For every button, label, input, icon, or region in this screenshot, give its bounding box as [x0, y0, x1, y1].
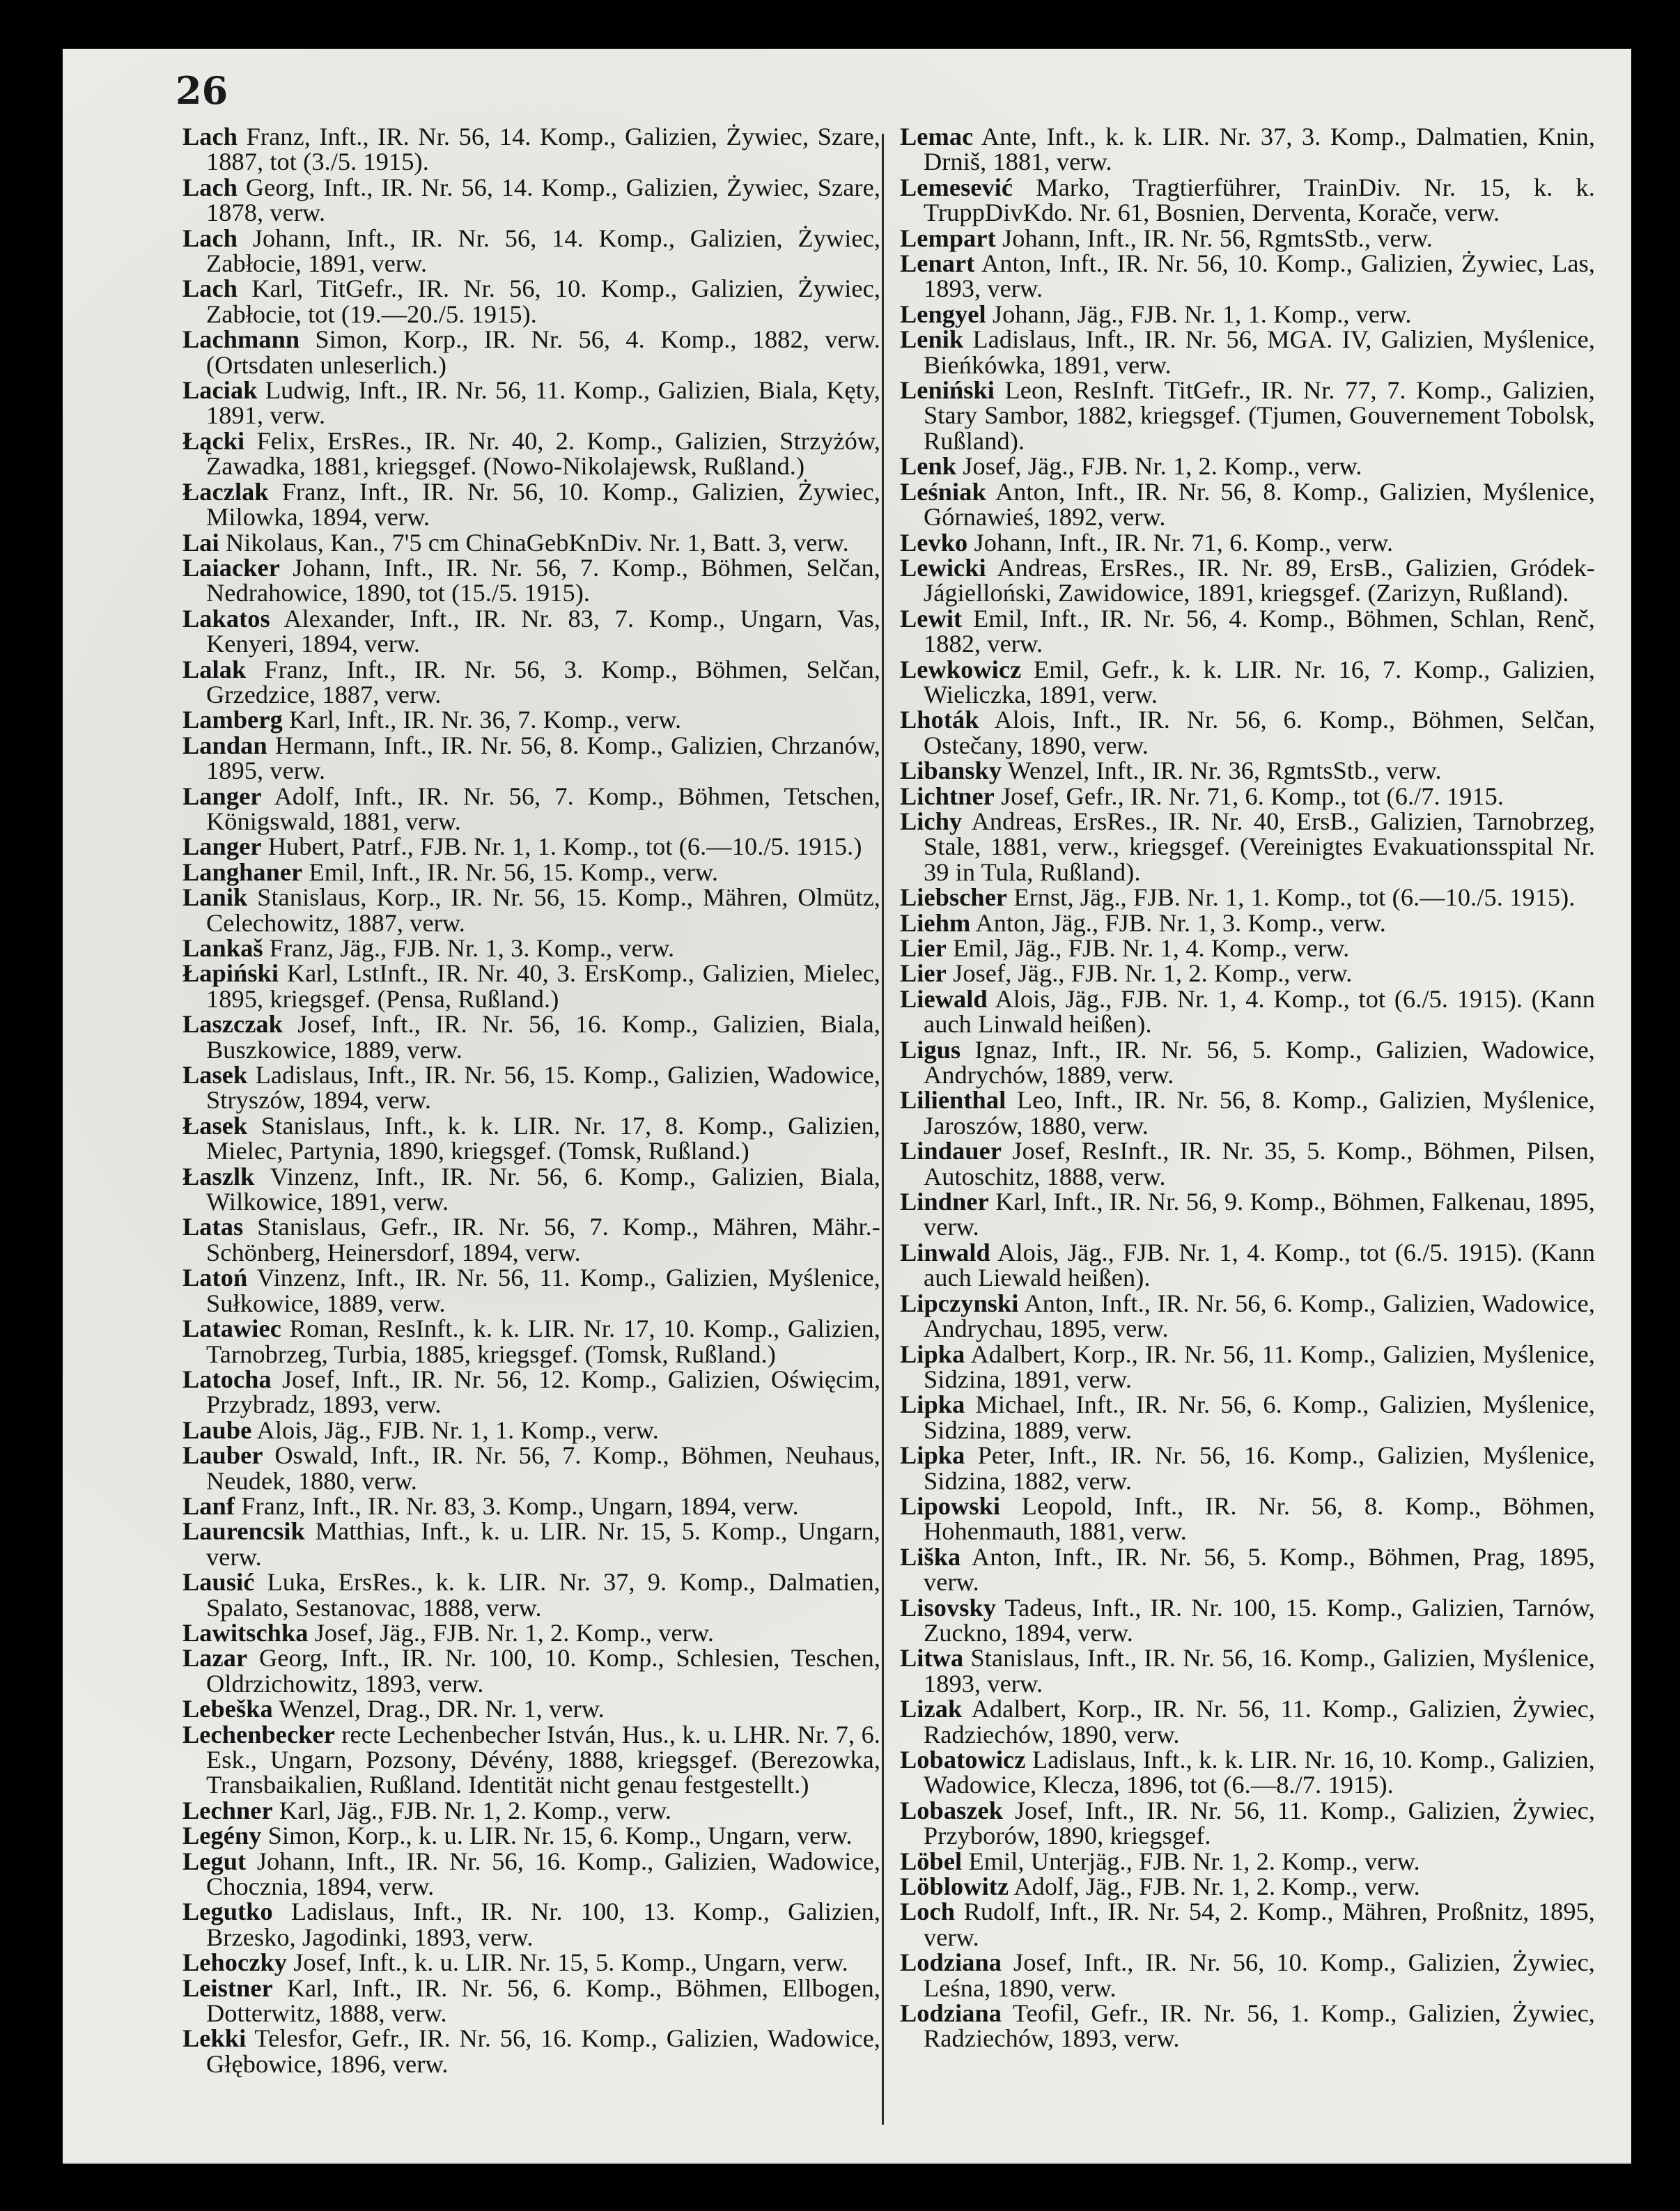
list-item — [182, 1316, 880, 1367]
entry-details: Simon, Korp., IR. Nr. 56, 4. Komp., 1882, verw. (Ortsdaten unleserlich.) — [206, 325, 880, 379]
list-item — [182, 1823, 880, 1848]
entry-surname: Liška — [900, 1542, 961, 1571]
entry-surname: Lachmann — [182, 325, 300, 354]
entry-surname: Lach — [182, 224, 238, 252]
entry-surname: Lengyel — [900, 300, 986, 328]
list-item — [900, 707, 1595, 758]
entry-surname: Lipka — [900, 1390, 965, 1419]
entry-surname: Liewald — [900, 984, 988, 1013]
entry-surname: Laube — [182, 1415, 252, 1444]
entry-details: Josef, ResInft., IR. Nr. 35, 5. Komp., Böhmen, Pilsen, Autoschitz, 1888, verw. — [924, 1137, 1595, 1190]
list-item — [900, 809, 1595, 885]
list-item — [900, 1189, 1595, 1240]
list-item — [900, 1899, 1595, 1950]
entry-details: Johann, Inft., IR. Nr. 56, 16. Komp., Galizien, Wadowice, Chocznia, 1894, verw. — [206, 1847, 880, 1901]
entry-surname: Legut — [182, 1847, 247, 1875]
list-item — [900, 986, 1595, 1037]
entry-surname: Lawitschka — [182, 1618, 309, 1647]
list-item — [182, 226, 880, 277]
entry-details: Josef, Jäg., FJB. Nr. 1, 2. Komp., verw. — [314, 1618, 714, 1647]
entry-surname: Lasek — [182, 1061, 248, 1089]
list-item — [900, 1874, 1595, 1899]
entry-details: Karl, Inft., IR. Nr. 56, 9. Komp., Böhmen, Falkenau, 1895, verw. — [924, 1188, 1595, 1241]
entry-surname: Lenk — [900, 452, 957, 481]
list-item — [900, 657, 1595, 708]
list-item — [182, 1062, 880, 1113]
entry-details: Ludwig, Inft., IR. Nr. 56, 11. Komp., Galizien, Biala, Kęty, 1891, verw. — [206, 376, 880, 430]
entry-details: Franz, Inft., IR. Nr. 56, 3. Komp., Böhmen, Selčan, Grzedzice, 1887, verw. — [206, 655, 880, 708]
entry-surname: Lisovsky — [900, 1593, 996, 1622]
entry-surname: Landan — [182, 731, 267, 759]
entry-surname: Langer — [182, 782, 262, 810]
entry-details: Emil, Unterjäg., FJB. Nr. 1, 2. Komp., verw. — [968, 1847, 1420, 1875]
entry-surname: Lobaszek — [900, 1796, 1004, 1824]
list-item — [182, 834, 880, 859]
entry-details: Ladislaus, Inft., k. k. LIR. Nr. 16, 10. Komp., Galizien, Wadowice, Klecza, 1896, tot (6.—8./7. 1915). — [924, 1746, 1595, 1799]
list-item — [182, 885, 880, 936]
list-item — [182, 1164, 880, 1215]
entry-surname: Łaszlk — [182, 1162, 255, 1190]
list-item — [900, 1645, 1595, 1696]
entry-details: Felix, ErsRes., IR. Nr. 40, 2. Komp., Galizien, Strzyżów, Zawadka, 1881, kriegsgef. (Nowo-Nikolajewsk, Rußland.) — [206, 426, 880, 481]
list-item — [182, 124, 880, 175]
entry-details: Franz, Inft., IR. Nr. 83, 3. Komp., Ungarn, 1894, verw. — [241, 1491, 799, 1520]
list-item — [900, 1037, 1595, 1088]
entry-details: Alois, Jäg., FJB. Nr. 1, 4. Komp., tot (6./5. 1915). (Kann auch Linwald heißen). — [924, 984, 1595, 1039]
entry-surname: Langhaner — [182, 858, 303, 886]
list-item — [182, 1519, 880, 1569]
list-item — [900, 1138, 1595, 1189]
entry-details: Adolf, Jäg., FJB. Nr. 1, 2. Komp., verw. — [1013, 1872, 1420, 1901]
entry-surname: Litwa — [900, 1644, 964, 1673]
entry-surname: Lewit — [900, 604, 963, 633]
column-divider — [882, 134, 884, 2125]
entry-surname: Lewicki — [900, 553, 986, 582]
entry-surname: Libansky — [900, 757, 1002, 785]
entry-surname: Lalak — [182, 655, 247, 683]
entry-details: Johann, Inft., IR. Nr. 56, 7. Komp., Böhmen, Selčan, Nedrahowice, 1890, tot (15./5. 1915). — [206, 553, 880, 607]
list-item — [900, 2001, 1595, 2051]
entry-details: Wenzel, Inft., IR. Nr. 36, RgmtsStb., verw. — [1007, 757, 1442, 785]
entry-surname: Lizak — [900, 1695, 963, 1723]
entry-details: Anton, Inft., IR. Nr. 56, 5. Komp., Böhmen, Prag, 1895, verw. — [924, 1542, 1595, 1597]
entry-surname: Lausić — [182, 1568, 255, 1597]
entry-surname: Lodziana — [900, 1948, 1002, 1977]
list-item — [900, 784, 1595, 809]
entry-details: Adalbert, Korp., IR. Nr. 56, 11. Komp., Galizien, Myślenice, Sidzina, 1891, verw. — [924, 1340, 1596, 1393]
entry-details: Leo, Inft., IR. Nr. 56, 8. Komp., Galizien, Myślenice, Jaroszów, 1880, verw. — [924, 1086, 1595, 1140]
entry-details: Josef, Inft., IR. Nr. 56, 10. Komp., Galizien, Żywiec, Leśna, 1890, verw. — [924, 1948, 1595, 2002]
list-item — [900, 555, 1595, 606]
entry-surname: Lhoták — [900, 706, 979, 734]
list-item — [900, 453, 1595, 479]
entry-details: Teofil, Gefr., IR. Nr. 56, 1. Komp., Galizien, Żywiec, Radziechów, 1893, verw. — [924, 1999, 1595, 2053]
list-item — [182, 1722, 880, 1798]
entry-details: Ladislaus, Inft., IR. Nr. 100, 13. Komp., Galizien, Brzesko, Jagodinki, 1893, verw. — [206, 1898, 880, 1951]
entry-details: Ernst, Jäg., FJB. Nr. 1, 1. Komp., tot (6.—10./5. 1915). — [1013, 883, 1576, 912]
entry-details: Emil, Inft., IR. Nr. 56, 4. Komp., Böhmen, Schlan, Renč, 1882, verw. — [924, 604, 1595, 658]
left-column — [182, 124, 880, 2077]
entry-surname: Lehoczky — [182, 1948, 288, 1977]
entry-surname: Lipowski — [900, 1491, 1001, 1520]
list-item — [900, 175, 1595, 226]
list-item — [900, 606, 1595, 657]
entry-surname: Lenik — [900, 325, 964, 354]
entry-details: Tadeus, Inft., IR. Nr. 100, 15. Komp., Galizien, Tarnów, Zuckno, 1894, verw. — [924, 1593, 1595, 1647]
list-item — [182, 606, 880, 657]
list-item — [182, 936, 880, 961]
entry-surname: Laurencsik — [182, 1517, 305, 1546]
entry-surname: Lamberg — [182, 706, 283, 734]
right-column — [900, 124, 1595, 2051]
entry-details: Karl, Inft., IR. Nr. 36, 7. Komp., verw. — [289, 706, 682, 734]
entry-details: Stanislaus, Gefr., IR. Nr. 56, 7. Komp., Mähren, Mähr.-Schönberg, Heinersdorf, 1894, verw. — [206, 1213, 880, 1266]
entry-surname: Lakatos — [182, 604, 270, 633]
entry-details: Josef, Inft., k. u. LIR. Nr. 15, 5. Komp., Ungarn, verw. — [293, 1948, 848, 1977]
entry-details: Karl, Inft., IR. Nr. 56, 6. Komp., Böhmen, Ellbogen, Dotterwitz, 1888, verw. — [206, 1973, 880, 2028]
list-item — [182, 733, 880, 784]
list-item — [182, 1798, 880, 1823]
entry-surname: Langer — [182, 832, 262, 861]
list-item — [900, 910, 1595, 936]
entry-surname: Lemac — [900, 123, 974, 150]
entry-details: Simon, Korp., k. u. LIR. Nr. 15, 6. Komp., Ungarn, verw. — [267, 1822, 853, 1850]
entry-surname: Latocha — [182, 1365, 272, 1393]
entry-surname: Łaczlak — [182, 477, 269, 506]
entry-surname: Legutko — [182, 1898, 273, 1926]
entry-details: Vinzenz, Inft., IR. Nr. 56, 11. Komp., Galizien, Myślenice, Sułkowice, 1889, verw. — [206, 1264, 880, 1317]
entry-details: Georg, Inft., IR. Nr. 56, 14. Komp., Galizien, Żywiec, Szare, 1878, verw. — [206, 173, 880, 227]
entry-details: Josef, Inft., IR. Nr. 56, 16. Komp., Galizien, Biala, Buszkowice, 1889, verw. — [206, 1010, 880, 1064]
entry-surname: Leniński — [900, 376, 995, 405]
entry-details: Stanislaus, Inft., k. k. LIR. Nr. 17, 8. Komp., Galizien, Mielec, Partynia, 1890, kriegsgef. (Tomsk, Rußland.) — [206, 1111, 880, 1165]
entry-surname: Lier — [900, 959, 947, 988]
entry-surname: Latoń — [182, 1264, 248, 1292]
list-item — [900, 1491, 1595, 1546]
entry-surname: Lindner — [900, 1188, 989, 1216]
entry-details: Alexander, Inft., IR. Nr. 83, 7. Komp., Ungarn, Vas, Kenyeri, 1894, verw. — [206, 604, 880, 658]
entry-details: Anton, Inft., IR. Nr. 56, 6. Komp., Galizien, Wadowice, Andrychau, 1895, verw. — [924, 1289, 1596, 1343]
entry-surname: Lipczynski — [900, 1289, 1019, 1317]
list-item — [182, 707, 880, 732]
list-item — [182, 1849, 880, 1900]
entry-surname: Levko — [900, 528, 968, 557]
list-item — [900, 530, 1595, 555]
list-item — [182, 1491, 880, 1520]
entry-surname: Loch — [900, 1898, 956, 1926]
entry-details: Johann, Inft., IR. Nr. 56, RgmtsStb., verw. — [1002, 224, 1433, 252]
list-item — [182, 961, 880, 1011]
entry-surname: Łasek — [182, 1111, 248, 1140]
list-item — [900, 885, 1595, 910]
entry-details: Roman, ResInft., k. k. LIR. Nr. 17, 10. Komp., Galizien, Tarnobrzeg, Turbia, 1885, kriegsgef. (Tomsk, Rußland.) — [206, 1314, 880, 1368]
list-item — [900, 758, 1595, 783]
entry-surname: Linwald — [900, 1238, 990, 1266]
entry-surname: Lichtner — [900, 782, 995, 810]
page-number: 26 — [176, 68, 228, 113]
list-item — [182, 276, 880, 327]
list-item — [182, 860, 880, 885]
list-item — [182, 1645, 880, 1696]
list-item — [182, 1415, 880, 1444]
entry-surname: Lach — [182, 173, 238, 201]
entry-surname: Lauber — [182, 1441, 263, 1470]
list-item — [900, 1747, 1595, 1798]
entry-details: Josef, Inft., IR. Nr. 56, 12. Komp., Galizien, Oświęcim, Przybradz, 1893, verw. — [206, 1365, 880, 1419]
list-item — [182, 428, 880, 479]
entry-details: Telesfor, Gefr., IR. Nr. 56, 16. Komp., Galizien, Wadowice, Głębowice, 1896, verw. — [206, 2024, 880, 2078]
entry-surname: Lipka — [900, 1441, 965, 1470]
entry-surname: Lindauer — [900, 1137, 1002, 1165]
list-item — [900, 124, 1595, 175]
list-item — [900, 1392, 1595, 1443]
entry-surname: Laciak — [182, 376, 258, 405]
entry-surname: Lilienthal — [900, 1086, 1006, 1115]
entry-details: Adalbert, Korp., IR. Nr. 56, 11. Komp., Galizien, Żywiec, Radziechów, 1890, verw. — [924, 1695, 1595, 1748]
entry-details: Johann, Inft., IR. Nr. 71, 6. Komp., verw. — [974, 528, 1394, 557]
entry-details: Matthias, Inft., k. u. LIR. Nr. 15, 5. Komp., Ungarn, verw. — [206, 1517, 880, 1571]
list-item — [182, 378, 880, 428]
entry-surname: Löbel — [900, 1847, 963, 1875]
entry-details: Anton, Jäg., FJB. Nr. 1, 3. Komp., verw. — [975, 908, 1386, 937]
entry-surname: Lach — [182, 274, 238, 303]
entry-surname: Leistner — [182, 1973, 273, 2002]
list-item — [900, 936, 1595, 961]
entry-surname: Liehm — [900, 908, 971, 937]
list-item — [900, 1291, 1595, 1342]
entry-details: Johann, Inft., IR. Nr. 56, 14. Komp., Galizien, Żywiec, Zabłocie, 1891, verw. — [206, 224, 880, 278]
list-item — [182, 555, 880, 606]
entry-surname: Lanik — [182, 883, 248, 912]
list-item — [900, 1240, 1595, 1291]
list-item — [182, 1113, 880, 1164]
list-item — [900, 226, 1595, 251]
entry-surname: Ligus — [900, 1035, 961, 1064]
entry-details: Adolf, Inft., IR. Nr. 56, 7. Komp., Böhmen, Tetschen, Königswald, 1881, verw. — [206, 782, 881, 835]
list-item — [900, 1696, 1595, 1747]
entry-details: Michael, Inft., IR. Nr. 56, 6. Komp., Galizien, Myślenice, Sidzina, 1889, verw. — [924, 1390, 1595, 1444]
list-item — [182, 1443, 880, 1494]
list-item — [900, 1849, 1595, 1874]
entry-details: Georg, Inft., IR. Nr. 100, 10. Komp., Schlesien, Teschen, Oldrzichowitz, 1893, verw. — [206, 1644, 880, 1698]
list-item — [182, 479, 880, 530]
list-item — [182, 1367, 880, 1418]
entry-surname: Lichy — [900, 807, 963, 835]
entry-details: Vinzenz, Inft., IR. Nr. 56, 6. Komp., Galizien, Biala, Wilkowice, 1891, verw. — [206, 1162, 880, 1216]
entry-details: Hubert, Patrf., FJB. Nr. 1, 1. Komp., tot (6.—10./5. 1915.) — [267, 832, 862, 861]
entry-details: Franz, Inft., IR. Nr. 56, 14. Komp., Galizien, Żywiec, Szare, 1887, tot (3./5. 1915). — [206, 123, 880, 176]
list-item — [182, 1620, 880, 1645]
entry-surname: Leśniak — [900, 477, 986, 506]
entry-details: Andreas, ErsRes., IR. Nr. 89, ErsB., Galizien, Gródek-Jágielloński, Zawidowice, 1891, kriegsgef. (Zarizyn, Rußland). — [924, 553, 1596, 607]
entry-details: Ladislaus, Inft., IR. Nr. 56, MGA. IV, Galizien, Myślenice, Bieńkówka, 1891, verw. — [924, 325, 1595, 379]
entry-details: Johann, Jäg., FJB. Nr. 1, 1. Komp., verw. — [992, 300, 1412, 328]
entry-details: Alois, Inft., IR. Nr. 56, 6. Komp., Böhmen, Selčan, Ostečany, 1890, verw. — [924, 706, 1595, 759]
list-item — [182, 1265, 880, 1316]
list-item — [900, 1342, 1595, 1392]
entry-surname: Lewkowicz — [900, 655, 1022, 683]
list-item — [900, 327, 1595, 378]
entry-details: Stanislaus, Inft., IR. Nr. 56, 16. Komp., Galizien, Myślenice, 1893, verw. — [924, 1644, 1595, 1698]
entry-surname: Löblowitz — [900, 1872, 1009, 1901]
list-item — [900, 302, 1595, 327]
entry-surname: Latas — [182, 1213, 244, 1241]
entry-surname: Łapiński — [182, 959, 279, 988]
entry-details: Ante, Inft., k. k. LIR. Nr. 37, 3. Komp., Dalmatien, Knin, Drniš, 1881, verw. — [924, 123, 1596, 176]
entry-details: Oswald, Inft., IR. Nr. 56, 7. Komp., Böhmen, Neuhaus, Neudek, 1880, verw. — [206, 1441, 880, 1495]
entry-details: Wenzel, Drag., DR. Nr. 1, verw. — [279, 1695, 605, 1723]
list-item — [182, 175, 880, 226]
entry-surname: Legény — [182, 1822, 262, 1850]
entry-surname: Lankaš — [182, 934, 263, 962]
entry-details: Josef, Inft., IR. Nr. 56, 11. Komp., Galizien, Żywiec, Przyborów, 1890, kriegsgef. — [924, 1796, 1595, 1850]
list-item — [182, 784, 880, 835]
entry-details: Alois, Jäg., FJB. Nr. 1, 4. Komp., tot (6./5. 1915). (Kann auch Liewald heißen). — [924, 1238, 1595, 1292]
entry-surname: Lodziana — [900, 1999, 1002, 2028]
entry-details: Ladislaus, Inft., IR. Nr. 56, 15. Komp., Galizien, Wadowice, Stryszów, 1894, verw. — [206, 1061, 881, 1115]
list-item — [900, 1443, 1595, 1494]
entry-surname: Lempart — [900, 224, 996, 252]
list-item — [182, 1696, 880, 1721]
entry-details: Rudolf, Inft., IR. Nr. 54, 2. Komp., Mähren, Proßnitz, 1895, verw. — [924, 1898, 1595, 1951]
entry-surname: Laiacker — [182, 553, 280, 582]
entry-details: Andreas, ErsRes., IR. Nr. 40, ErsB., Galizien, Tarnobrzeg, Stale, 1881, verw., kriegsgef. (Vereinigtes Evakuationsspital Nr. 39 in Tula, Rußland). — [924, 807, 1596, 886]
entry-surname: Liebscher — [900, 883, 1008, 912]
entry-surname: Lechenbecker — [182, 1720, 335, 1748]
list-item — [182, 1011, 880, 1062]
list-item — [182, 1899, 880, 1950]
entry-surname: Lipka — [900, 1340, 965, 1368]
entry-surname: Lach — [182, 123, 238, 150]
entry-surname: Latawiec — [182, 1314, 281, 1343]
entry-details: Marko, Tragtierführer, TrainDiv. Nr. 15, k. k. TruppDivKdo. Nr. 61, Bosnien, Derventa, Korače, verw. — [924, 173, 1595, 227]
list-item — [900, 961, 1595, 986]
list-item — [900, 1544, 1595, 1595]
entry-details: Franz, Jäg., FJB. Nr. 1, 3. Komp., verw. — [269, 934, 675, 962]
entry-details: Josef, Jäg., FJB. Nr. 1, 2. Komp., verw. — [953, 959, 1353, 988]
list-item — [182, 2026, 880, 2077]
entry-details: Luka, ErsRes., k. k. LIR. Nr. 37, 9. Komp., Dalmatien, Spalato, Sestanovac, 1888, verw. — [206, 1568, 880, 1622]
list-item — [182, 657, 880, 708]
entry-details: Ignaz, Inft., IR. Nr. 56, 5. Komp., Galizien, Wadowice, Andrychów, 1889, verw. — [924, 1035, 1595, 1089]
entry-surname: Lanf — [182, 1491, 235, 1520]
entry-details: Nikolaus, Kan., 7'5 cm ChinaGebKnDiv. Nr. 1, Batt. 3, verw. — [225, 528, 849, 557]
entry-details: Leopold, Inft., IR. Nr. 56, 8. Komp., Böhmen, Hohenmauth, 1881, verw. — [924, 1491, 1595, 1546]
list-item — [182, 1214, 880, 1265]
entry-surname: Lemesević — [900, 173, 1013, 201]
entry-surname: Laszczak — [182, 1010, 283, 1039]
entry-details: Franz, Inft., IR. Nr. 56, 10. Komp., Galizien, Żywiec, Milowka, 1894, verw. — [206, 477, 880, 532]
entry-surname: Lier — [900, 934, 947, 962]
entry-details: recte Lechenbecher István, Hus., k. u. LHR. Nr. 7, 6. Esk., Ungarn, Pozsony, Dévény, 1888, kriegsgef. (Berezowka, Transbaikalien, Rußland. Identität nicht genau festgestellt.) — [206, 1720, 880, 1799]
entry-details: Josef, Gefr., IR. Nr. 71, 6. Komp., tot (6./7. 1915. — [1001, 782, 1504, 810]
entry-details: Josef, Jäg., FJB. Nr. 1, 2. Komp., verw. — [963, 452, 1362, 481]
list-item — [900, 1595, 1595, 1646]
entry-details: Alois, Jäg., FJB. Nr. 1, 1. Komp., verw. — [256, 1415, 659, 1444]
list-item — [900, 251, 1595, 302]
list-item — [900, 479, 1595, 530]
entry-details: Emil, Inft., IR. Nr. 56, 15. Komp., verw. — [309, 858, 719, 886]
list-item — [182, 530, 880, 555]
entry-surname: Lazar — [182, 1644, 248, 1673]
entry-surname: Lai — [182, 528, 219, 557]
list-item — [900, 1798, 1595, 1849]
entry-details: Karl, TitGefr., IR. Nr. 56, 10. Komp., Galizien, Żywiec, Zabłocie, tot (19.—20./5. 1915). — [206, 274, 880, 328]
entry-details: Anton, Inft., IR. Nr. 56, 8. Komp., Galizien, Myślenice, Górnawieś, 1892, verw. — [924, 477, 1595, 532]
entry-surname: Lekki — [182, 2024, 247, 2053]
list-item — [182, 1569, 880, 1620]
list-item — [900, 1950, 1595, 2001]
entry-surname: Lebeška — [182, 1695, 273, 1723]
list-item — [182, 1973, 880, 2028]
entry-details: Stanislaus, Korp., IR. Nr. 56, 15. Komp., Mähren, Olmütz, Celechowitz, 1887, verw. — [206, 883, 880, 937]
list-item — [900, 1087, 1595, 1138]
entry-details: Anton, Inft., IR. Nr. 56, 10. Komp., Galizien, Żywiec, Las, 1893, verw. — [924, 249, 1596, 303]
list-item — [182, 1950, 880, 1975]
entry-details: Emil, Gefr., k. k. LIR. Nr. 16, 7. Komp., Galizien, Wieliczka, 1891, verw. — [924, 655, 1595, 708]
entry-details: Peter, Inft., IR. Nr. 56, 16. Komp., Galizien, Myślenice, Sidzina, 1882, verw. — [924, 1441, 1595, 1495]
entry-details: Emil, Jäg., FJB. Nr. 1, 4. Komp., verw. — [953, 934, 1350, 962]
entry-details: Karl, LstInft., IR. Nr. 40, 3. ErsKomp., Galizien, Mielec, 1895, kriegsgef. (Pensa, Rußland.) — [206, 959, 880, 1013]
list-item — [900, 378, 1595, 453]
entry-surname: Lechner — [182, 1796, 273, 1824]
entry-details: Hermann, Inft., IR. Nr. 56, 8. Komp., Galizien, Chrzanów, 1895, verw. — [206, 731, 880, 785]
entry-details: Karl, Jäg., FJB. Nr. 1, 2. Komp., verw. — [279, 1796, 672, 1824]
entry-details: Leon, ResInft. TitGefr., IR. Nr. 77, 7. Komp., Galizien, Stary Sambor, 1882, kriegsgef. (Tjumen, Gouvernement Tobolsk, Rußland). — [924, 376, 1595, 455]
entry-surname: Lenart — [900, 249, 975, 278]
entry-surname: Lobatowicz — [900, 1746, 1026, 1774]
list-item — [182, 327, 880, 378]
entry-surname: Łącki — [182, 426, 245, 455]
